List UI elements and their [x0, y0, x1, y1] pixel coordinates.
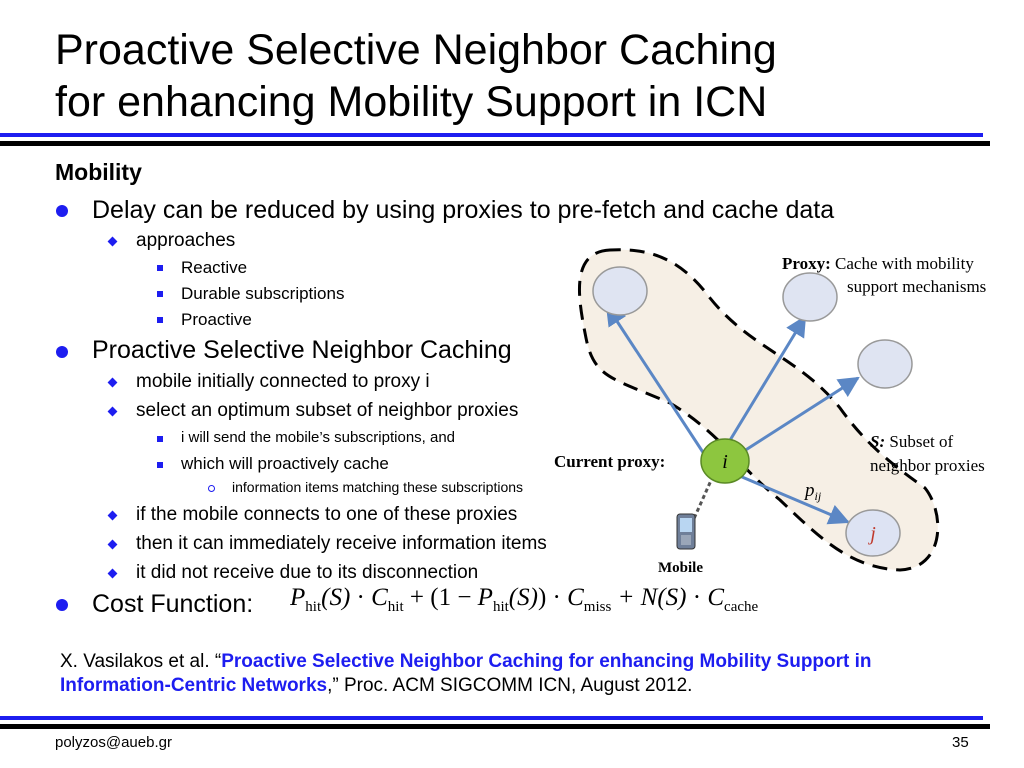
reference-prefix: X. Vasilakos et al. “: [60, 651, 222, 672]
bullet-square-icon: [157, 265, 163, 271]
bullet-mobile-connected: mobile initially connected to proxy i: [136, 371, 430, 392]
reference-paper-title: Proactive Selective Neighbor Caching for enhancing Mobility Support in Information-Centric Networks: [60, 651, 872, 696]
proxy-caption-line2: support mechanisms: [847, 277, 987, 296]
bullet-send-subscriptions: i will send the mobile’s subscriptions, and: [181, 429, 456, 446]
bullet-diamond-icon: [108, 569, 118, 579]
bullet-delay: Delay can be reduced by using proxies to pre-fetch and cache data: [92, 196, 835, 224]
bottom-divider-blue: [0, 716, 983, 720]
bullet-select-subset: select an optimum subset of neighbor proxies: [136, 400, 519, 421]
proxy-node: [858, 340, 912, 388]
cost-function-formula: $P_{hit}(S) \cdot C_{hit} + (1 - P_{hit}(S)) \cdot C_{miss} + N(S) \cdot C_{cache}$: [290, 584, 759, 615]
bullet-then-receive: then it can immediately receive information items: [136, 533, 547, 554]
proxy-node: [593, 267, 647, 315]
node-i-label: i: [722, 451, 728, 473]
footer-email: polyzos@aueb.gr: [55, 734, 172, 751]
bullet-square-icon: [157, 317, 163, 323]
edge-p-label: $p_{ij}$: [805, 480, 822, 503]
bullet-square-icon: [157, 436, 163, 442]
bullet-circle-icon: [56, 346, 68, 358]
node-j-label: j: [870, 523, 876, 545]
subset-caption: S: Subset of: [870, 432, 954, 451]
bullet-diamond-icon: [108, 511, 118, 521]
title-line-1: Proactive Selective Neighbor Caching: [55, 26, 777, 74]
bullet-diamond-icon: [108, 237, 118, 247]
bottom-divider-black: [0, 724, 990, 729]
bullet-diamond-icon: [108, 540, 118, 550]
bullet-psnc: Proactive Selective Neighbor Caching: [92, 336, 512, 364]
bullet-if-connects: if the mobile connects to one of these proxies: [136, 504, 518, 525]
bullet-diamond-icon: [108, 407, 118, 417]
bullet-diamond-icon: [108, 378, 118, 388]
bullet-circle-icon: [56, 599, 68, 611]
proxy-diagram: [550, 238, 1024, 588]
bullet-proactive: Proactive: [181, 310, 252, 329]
bullet-cost-function: Cost Function:: [92, 590, 254, 618]
bullet-circle-icon: [56, 205, 68, 217]
title-line-2: for enhancing Mobility Support in ICN: [55, 78, 768, 126]
bullet-approaches: approaches: [136, 230, 236, 251]
bullet-proactively-cache: which will proactively cache: [181, 454, 389, 473]
proxy-caption: Proxy: Cache with mobility: [782, 254, 974, 273]
bullet-square-icon: [157, 462, 163, 468]
bullet-hollow-circle-icon: [208, 485, 215, 492]
reference-citation: [60, 650, 960, 698]
bullet-square-icon: [157, 291, 163, 297]
page-number: 35: [952, 734, 969, 751]
proxy-node: [783, 273, 837, 321]
current-proxy-caption: Current proxy:: [554, 452, 666, 471]
subset-caption-line2: neighbor proxies: [870, 456, 985, 475]
section-heading: Mobility: [55, 159, 142, 185]
mobile-phone-icon: [677, 514, 695, 549]
bullet-information-items: information items matching these subscriptions: [232, 479, 524, 495]
bullet-durable: Durable subscriptions: [181, 284, 345, 303]
bullet-reactive: Reactive: [181, 258, 248, 277]
reference-suffix: ,” Proc. ACM SIGCOMM ICN, August 2012.: [327, 675, 693, 696]
mobile-caption: Mobile: [658, 560, 703, 576]
bullet-did-not-receive: it did not receive due to its disconnection: [136, 562, 479, 583]
